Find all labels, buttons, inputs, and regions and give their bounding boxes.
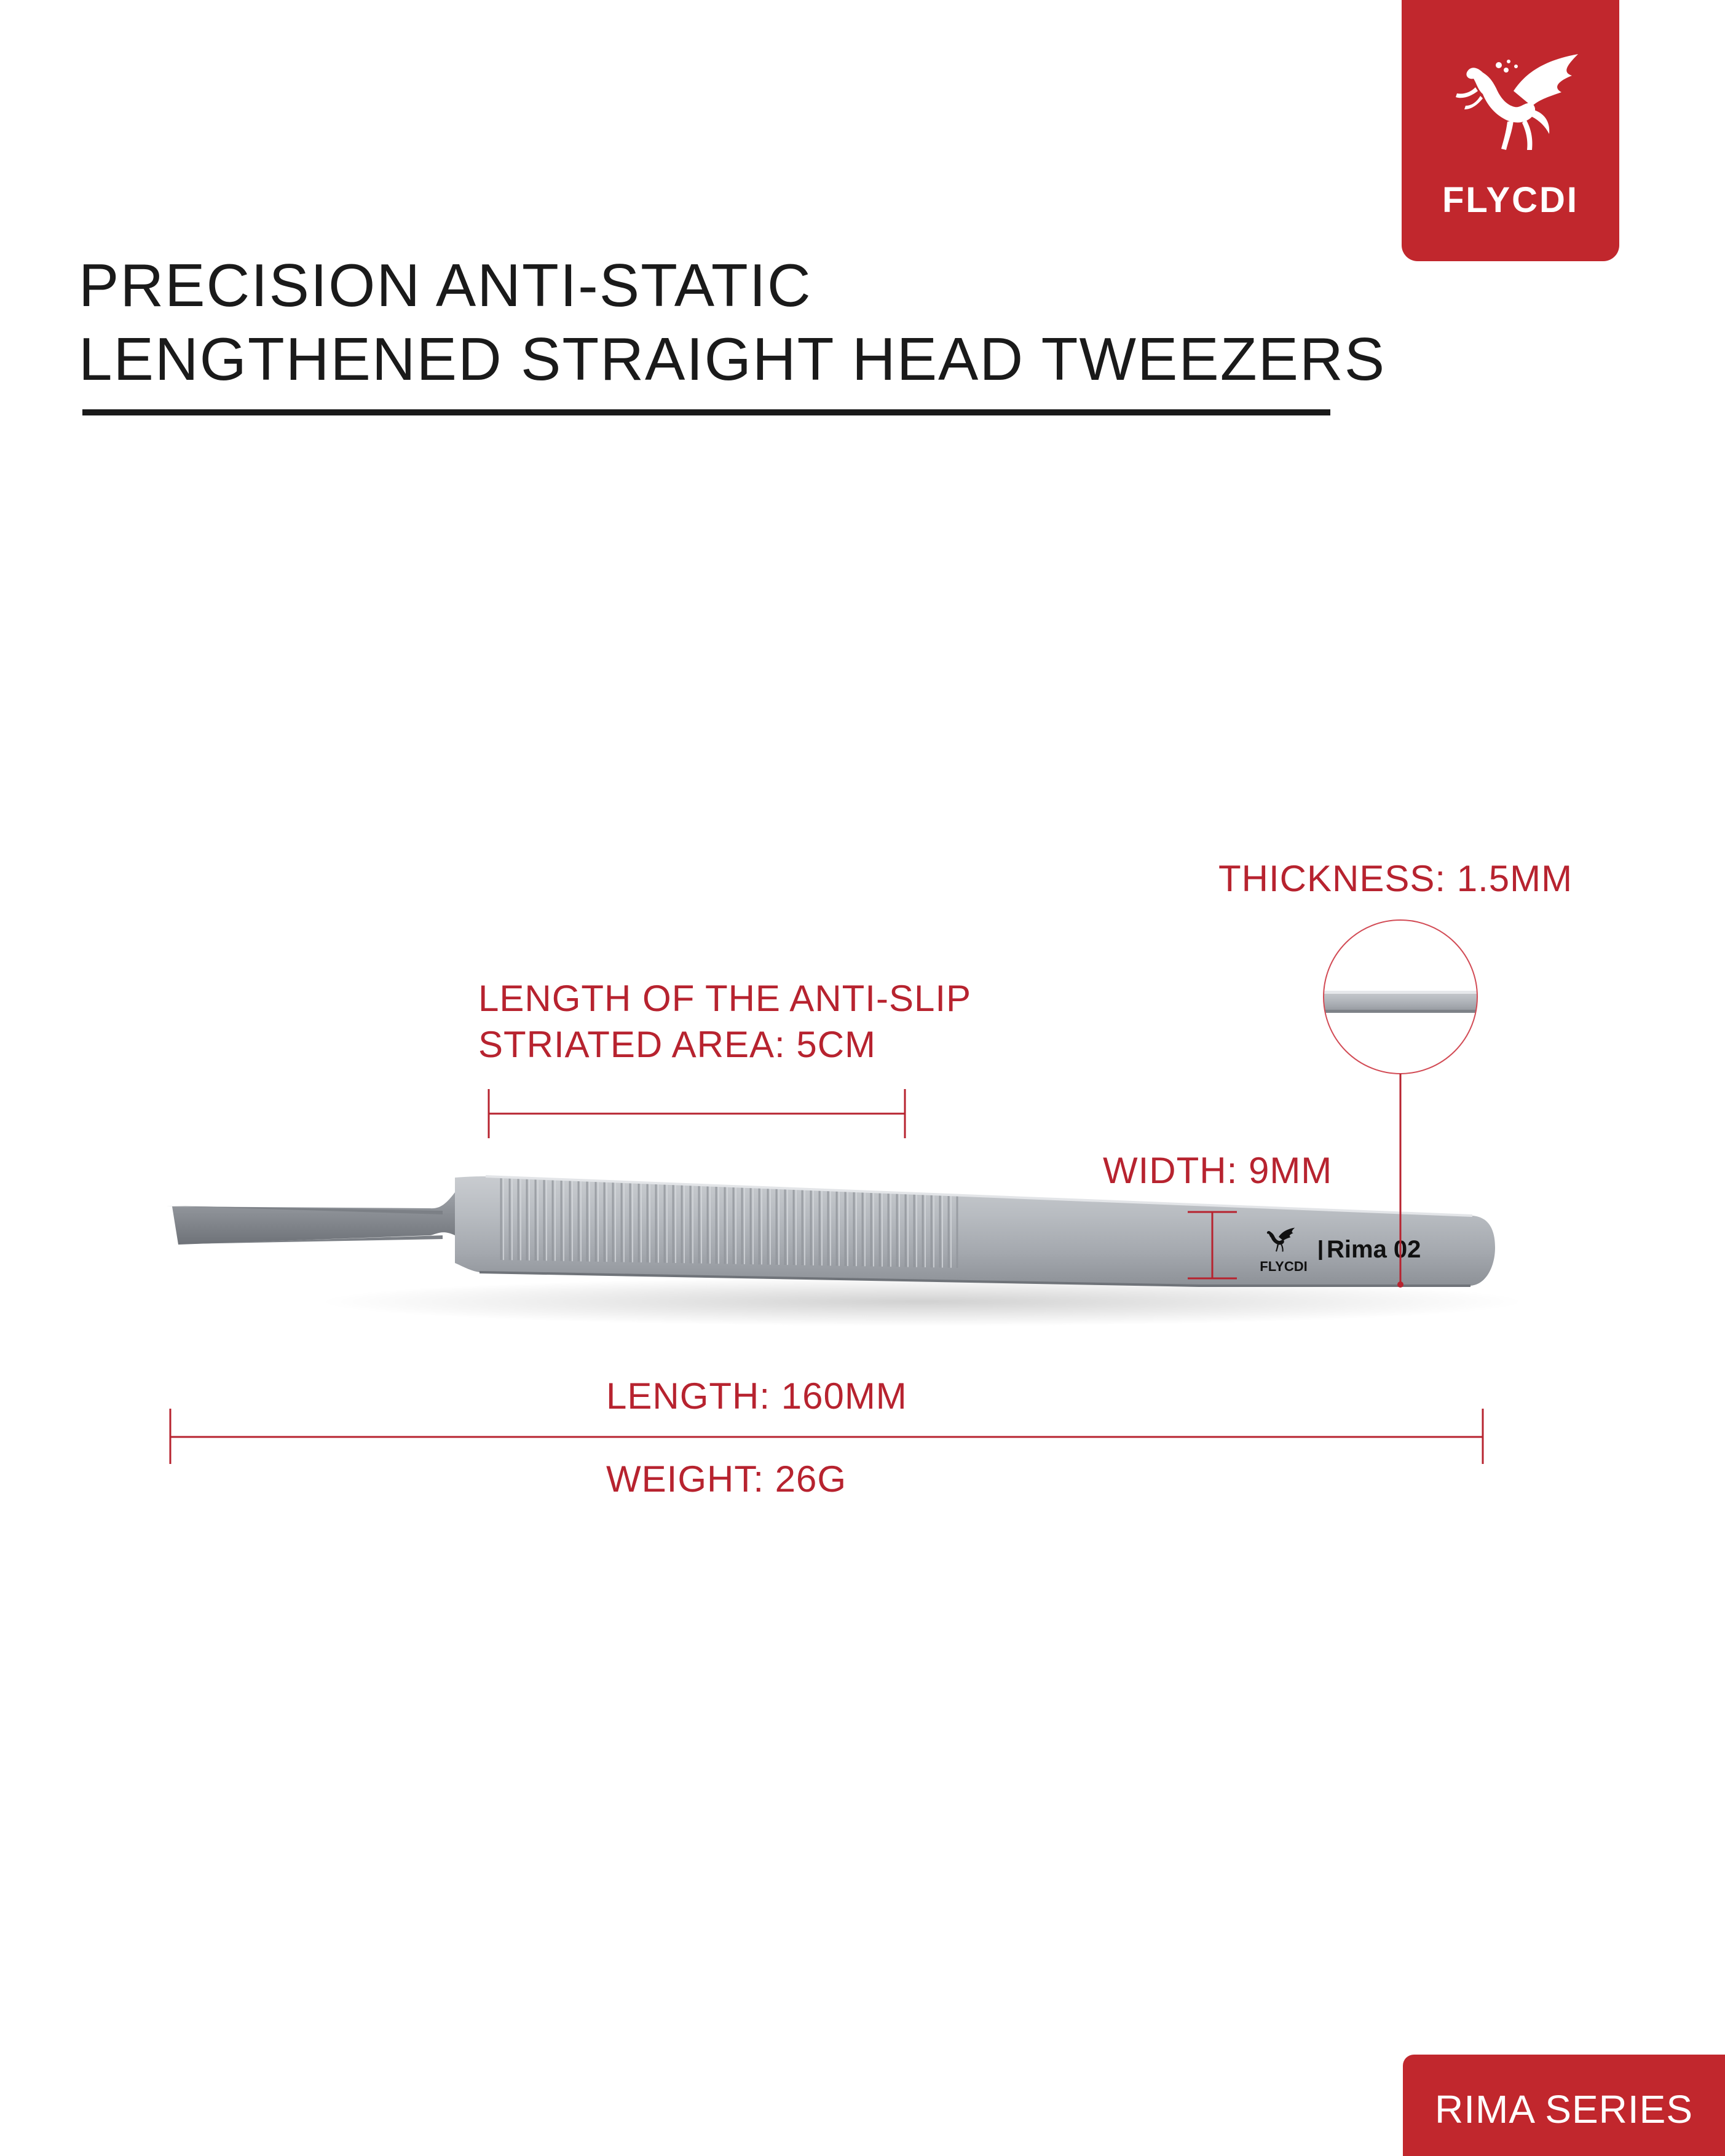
page-title-line-1: PRECISION ANTI-STATIC	[79, 251, 812, 319]
series-label: RIMA SERIES	[1435, 2087, 1693, 2131]
handle-engraving-brand: FLYCDI	[1260, 1259, 1308, 1274]
weight-label: WEIGHT: 26G	[606, 1458, 847, 1500]
tweezers	[166, 1176, 1495, 1286]
series-badge	[1403, 2055, 1725, 2156]
handle-engraving-model: Rima 02	[1327, 1236, 1421, 1263]
page-title-line-2: LENGTHENED STRAIGHT HEAD TWEEZERS	[79, 325, 1386, 393]
width-label: WIDTH: 9MM	[1103, 1150, 1333, 1191]
striated-area-label-line-1: LENGTH OF THE ANTI-SLIP	[478, 978, 972, 1019]
striated-area-label-line-2: STRIATED AREA: 5CM	[478, 1024, 877, 1065]
length-label: LENGTH: 160MM	[606, 1375, 907, 1417]
thickness-label: THICKNESS: 1.5MM	[1218, 858, 1573, 899]
brand-name: FLYCDI	[1442, 180, 1579, 220]
striated-dimension-line	[489, 1089, 905, 1138]
